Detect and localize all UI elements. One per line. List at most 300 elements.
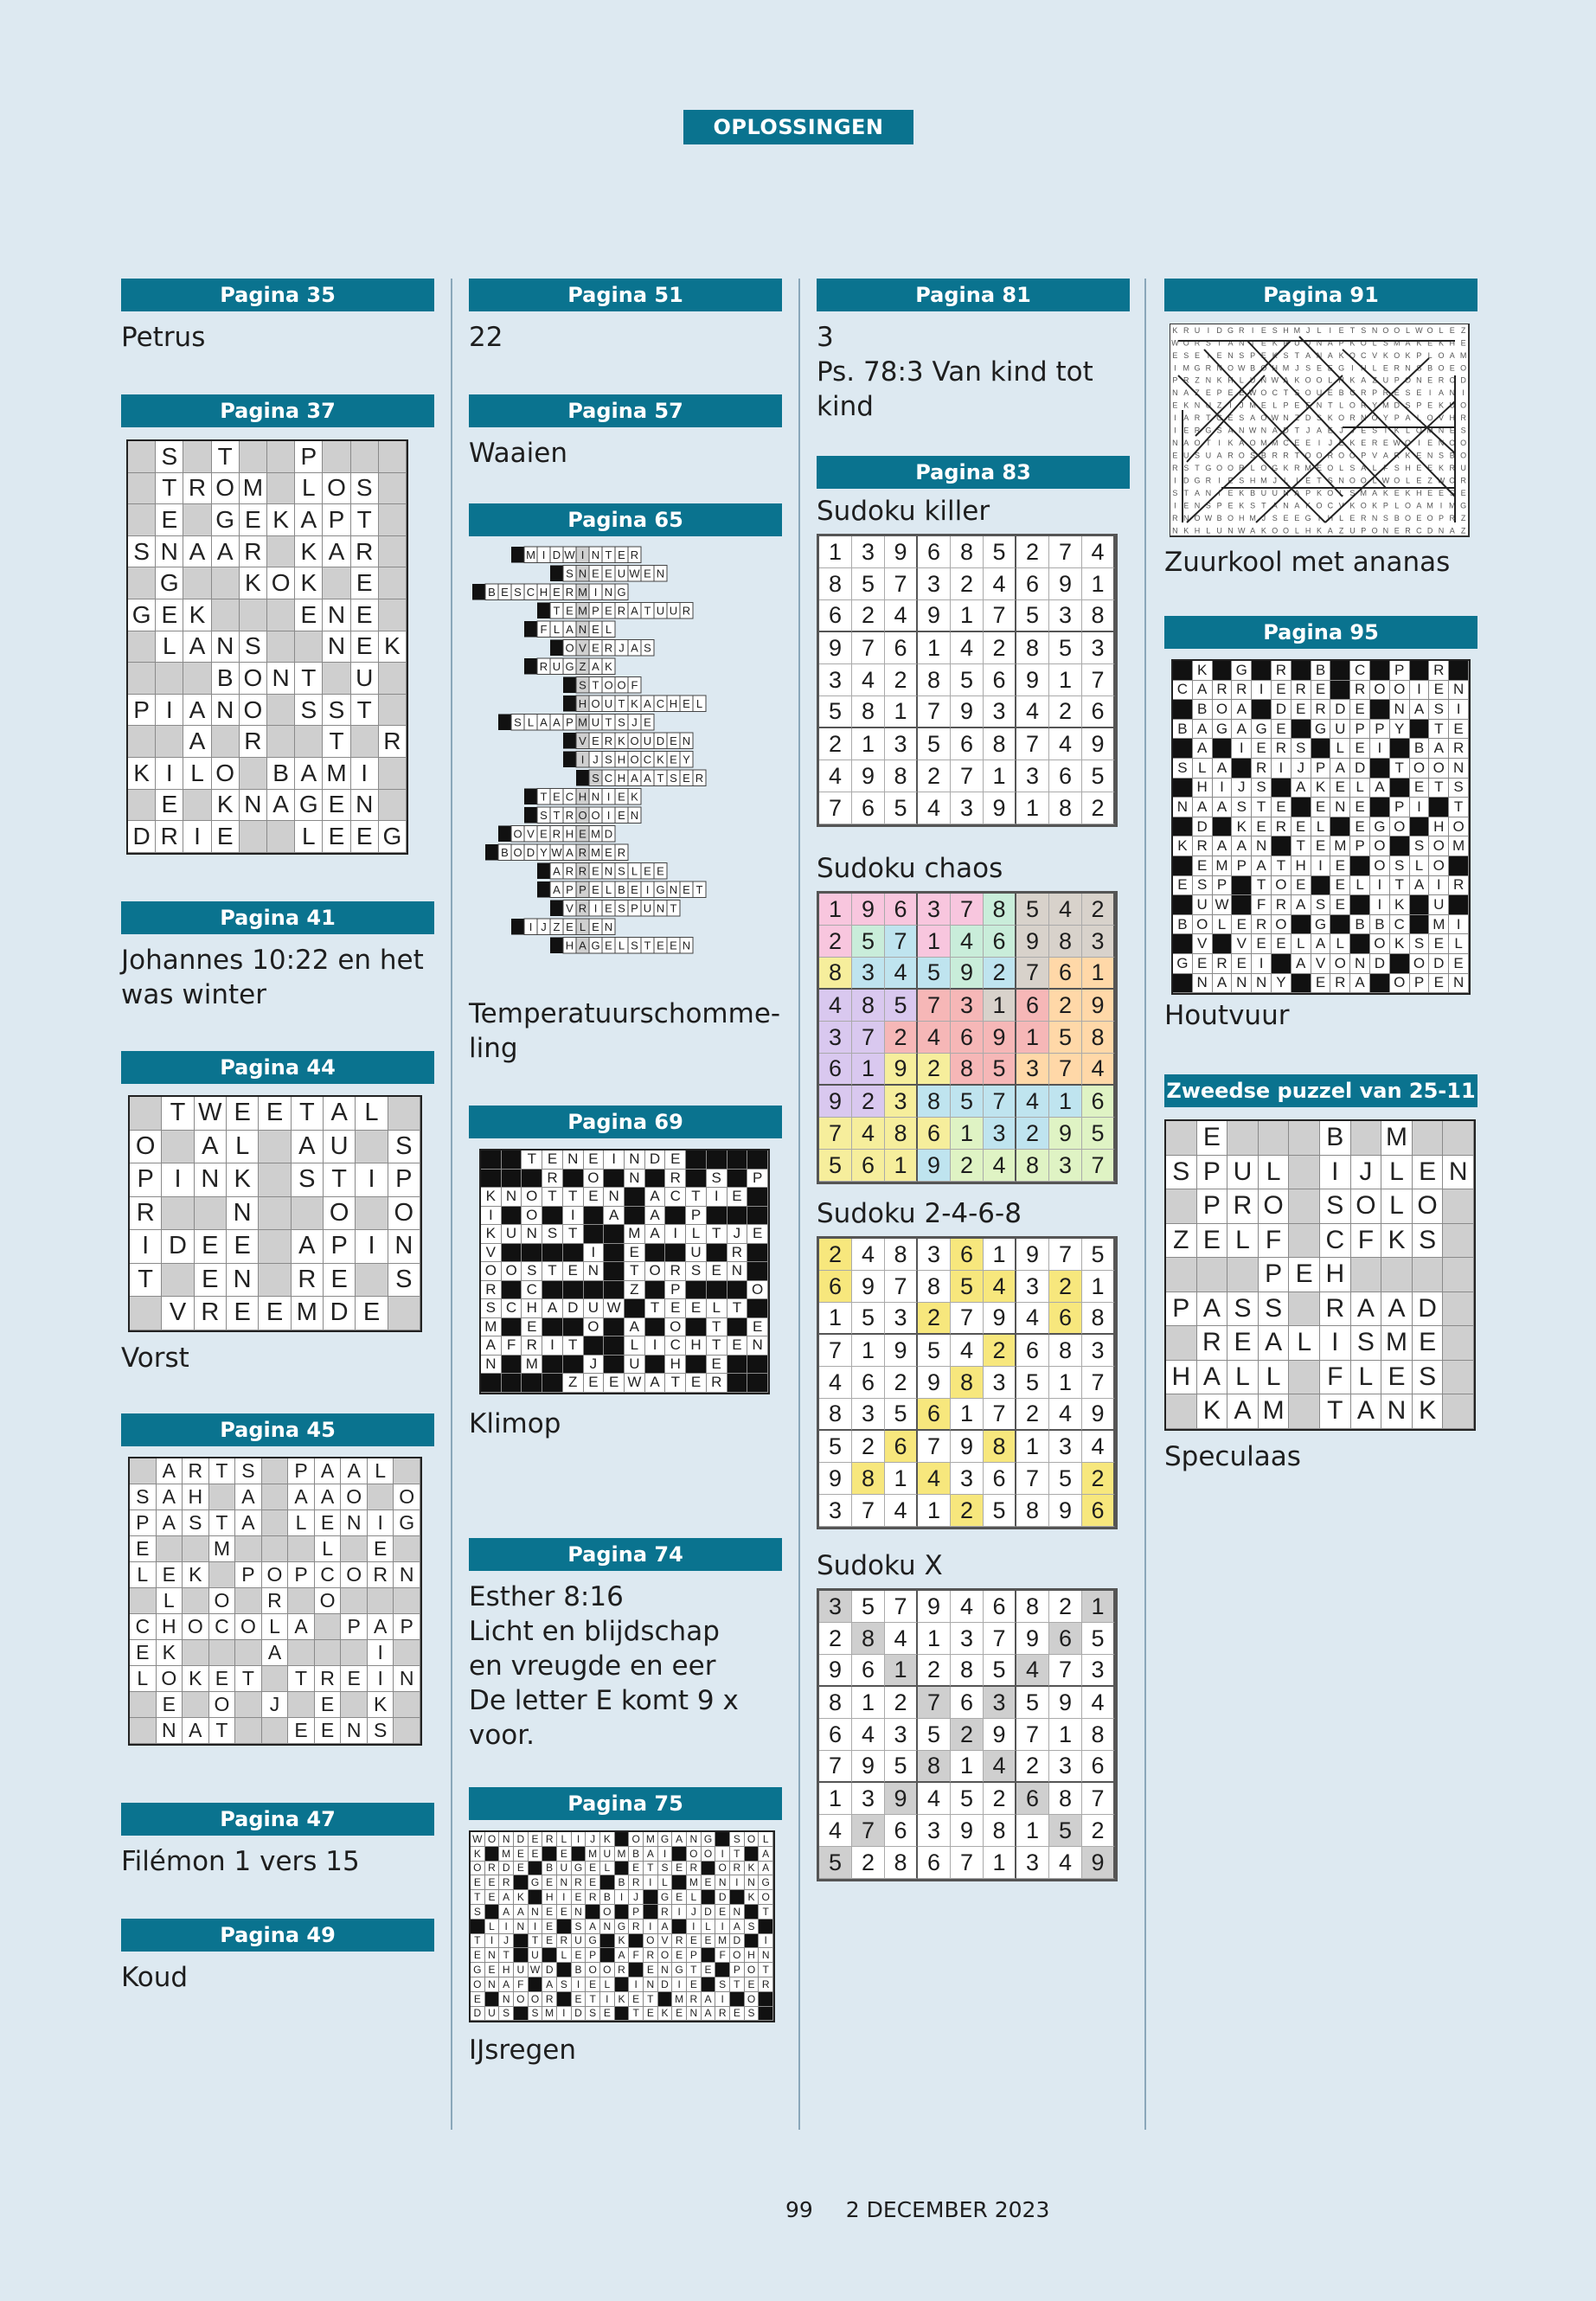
- grid-cell: N: [157, 1718, 183, 1744]
- sudoku-cell: 3: [852, 536, 885, 568]
- grid-cell: N: [747, 1336, 768, 1356]
- section-header: Pagina 49: [121, 1919, 434, 1952]
- grid-cell: O: [471, 1862, 485, 1876]
- svg-text:E: E: [1338, 325, 1344, 335]
- svg-text:E: E: [1338, 439, 1344, 448]
- ladder-letter: E: [592, 864, 599, 878]
- grid-cell: A: [1350, 974, 1370, 994]
- grid-cell: [259, 1230, 291, 1264]
- sudoku-cell: 6: [885, 632, 918, 664]
- ladder-letter: L: [527, 715, 535, 729]
- grid-cell: A: [1259, 1326, 1290, 1361]
- grid-cell: [604, 1281, 625, 1300]
- grid-cell: K: [615, 1992, 630, 2007]
- svg-text:M: M: [1260, 439, 1267, 448]
- grid-cell: [730, 1992, 745, 2007]
- grid-cell: M: [672, 1992, 687, 2007]
- sudoku-cell: 2: [852, 600, 885, 632]
- grid-cell: R: [672, 1934, 687, 1949]
- svg-text:Z: Z: [1460, 325, 1466, 335]
- sudoku-cell: 1: [951, 1751, 984, 1783]
- sudoku-cell: 7: [984, 1086, 1016, 1118]
- sudoku-cell: 2: [852, 1431, 885, 1463]
- grid-cell: K: [600, 1832, 615, 1847]
- sudoku-cell: 8: [984, 894, 1016, 926]
- grid-cell: [351, 441, 379, 473]
- grid-cell: O: [1193, 915, 1213, 935]
- sudoku-cell: 5: [1082, 1623, 1115, 1655]
- grid-cell: [240, 821, 267, 853]
- grid-cell: [351, 726, 379, 758]
- grid-cell: N: [625, 1170, 645, 1189]
- sudoku-cell: 7: [1082, 1150, 1115, 1182]
- grid-cell: U: [324, 1131, 356, 1164]
- ladder-letter: N: [630, 809, 639, 822]
- answer-text: Waaien: [469, 438, 567, 469]
- svg-text:O: O: [1394, 350, 1401, 360]
- sudoku-cell: 4: [852, 664, 885, 696]
- svg-text:P: P: [1216, 501, 1222, 510]
- ladder-letter: T: [695, 883, 703, 896]
- grid-cell: E: [227, 1097, 259, 1131]
- grid-cell: I: [162, 1163, 194, 1197]
- grid-cell: O: [1272, 915, 1292, 935]
- grid-cell: [1166, 1258, 1197, 1292]
- sudoku-cell: 9: [984, 1022, 1016, 1054]
- grid-cell: S: [130, 1484, 157, 1510]
- grid-cell: K: [1193, 661, 1213, 681]
- grid-cell: [584, 1336, 605, 1356]
- grid-cell: T: [209, 1510, 236, 1536]
- grid-cell: [1252, 661, 1272, 681]
- svg-text:N: N: [1382, 526, 1389, 535]
- grid-cell: E: [707, 1262, 727, 1281]
- ladder-marker: [563, 695, 576, 712]
- grid-cell: E: [1173, 876, 1193, 896]
- grid-cell: R: [379, 726, 407, 758]
- sudoku-cell: 6: [984, 1591, 1016, 1623]
- grid-cell: L: [1350, 876, 1370, 896]
- svg-text:S: S: [1216, 426, 1222, 435]
- svg-text:K: K: [1438, 401, 1444, 410]
- grid-cell: E: [672, 1862, 687, 1876]
- grid-cell: T: [1429, 720, 1449, 740]
- sudoku-cell: 4: [918, 1463, 951, 1495]
- grid-cell: N: [212, 631, 240, 663]
- svg-text:R: R: [1327, 451, 1334, 460]
- sudoku-cell: 1: [852, 1335, 885, 1367]
- grid-cell: T: [323, 726, 350, 758]
- grid-cell: O: [341, 1562, 368, 1588]
- grid-cell: R: [715, 2007, 730, 2022]
- sudoku-cell: 3: [918, 1815, 951, 1847]
- grid-cell: U: [1193, 895, 1213, 915]
- svg-text:R: R: [1382, 388, 1389, 398]
- sudoku-cell: 6: [852, 1150, 885, 1182]
- grid-cell: [267, 726, 295, 758]
- sudoku-cell: 3: [819, 664, 852, 696]
- crossword-grid: [1171, 659, 1471, 995]
- grid-cell: S: [1193, 876, 1213, 896]
- grid-cell: E: [315, 1692, 342, 1718]
- grid-cell: S: [1410, 934, 1430, 954]
- svg-text:I: I: [1174, 476, 1176, 485]
- grid-cell: P: [747, 1170, 768, 1189]
- grid-cell: [259, 1163, 291, 1197]
- svg-text:U: U: [1460, 464, 1466, 473]
- ladder-marker: [550, 938, 563, 954]
- grid-cell: A: [341, 1458, 368, 1484]
- grid-cell: S: [323, 695, 350, 727]
- ladder-letter: U: [643, 734, 652, 747]
- svg-text:A: A: [1250, 413, 1256, 423]
- grid-cell: D: [499, 1862, 514, 1876]
- grid-cell: V: [658, 1934, 673, 1949]
- section-header: Pagina 45: [121, 1413, 434, 1446]
- ladder-marker: [511, 919, 524, 935]
- grid-cell: L: [1292, 934, 1311, 954]
- grid-cell: [394, 1588, 420, 1614]
- grid-cell: E: [1330, 779, 1350, 798]
- svg-text:W: W: [1381, 476, 1390, 485]
- grid-cell: A: [1410, 700, 1430, 720]
- svg-text:E: E: [1227, 501, 1234, 510]
- grid-cell: L: [557, 1832, 572, 1847]
- grid-cell: [625, 1188, 645, 1207]
- ladder-marker: [524, 658, 537, 675]
- grid-cell: P: [1350, 720, 1370, 740]
- grid-cell: B: [1410, 739, 1430, 759]
- grid-cell: N: [730, 1905, 745, 1920]
- sudoku-cell: 2: [885, 1367, 918, 1399]
- grid-cell: N: [394, 1666, 420, 1692]
- section-header: Pagina 95: [1164, 616, 1477, 649]
- grid-cell: [604, 1262, 625, 1281]
- grid-cell: N: [341, 1718, 368, 1744]
- grid-cell: L: [368, 1458, 394, 1484]
- grid-cell: A: [288, 1614, 315, 1640]
- grid-cell: [157, 1536, 183, 1562]
- svg-text:R: R: [1294, 464, 1300, 473]
- svg-text:U: U: [1316, 388, 1323, 398]
- svg-text:O: O: [1438, 350, 1445, 360]
- svg-text:O: O: [1382, 325, 1389, 335]
- grid-cell: H: [522, 1299, 542, 1318]
- sudoku-cell: 5: [984, 1054, 1016, 1086]
- ladder-letter: L: [631, 864, 638, 878]
- svg-text:A: A: [1449, 350, 1455, 360]
- grid-cell: O: [183, 1614, 209, 1640]
- grid-cell: R: [727, 1244, 748, 1263]
- ladder-letter: R: [604, 641, 613, 655]
- grid-cell: E: [665, 1299, 686, 1318]
- grid-cell: A: [288, 1484, 315, 1510]
- sudoku-cell: 2: [1049, 696, 1082, 728]
- page-title: OPLOSSINGEN: [683, 110, 913, 144]
- grid-cell: Z: [563, 1374, 584, 1393]
- ladder-letter: P: [566, 883, 574, 896]
- svg-text:H: H: [1449, 338, 1456, 348]
- svg-text:D: D: [1283, 426, 1289, 435]
- grid-cell: S: [529, 2007, 543, 2022]
- grid-cell: A: [157, 1510, 183, 1536]
- sudoku-cell: 2: [984, 632, 1016, 664]
- svg-text:O: O: [1183, 338, 1189, 348]
- sudoku-cell: 6: [819, 1719, 852, 1751]
- svg-text:E: E: [1449, 325, 1455, 335]
- grid-cell: D: [645, 1150, 666, 1170]
- grid-cell: T: [629, 2007, 644, 2022]
- svg-text:U: U: [1349, 526, 1356, 535]
- ladder-letter: U: [552, 660, 561, 673]
- ladder-letter: B: [618, 883, 625, 896]
- ladder-letter: P: [631, 901, 638, 915]
- grid-cell: O: [586, 1963, 600, 1977]
- grid-cell: [240, 758, 267, 790]
- svg-text:G: G: [1205, 426, 1212, 435]
- grid-cell: R: [1272, 895, 1292, 915]
- sudoku-cell: 3: [1049, 1751, 1082, 1783]
- grid-cell: S: [388, 1131, 420, 1164]
- grid-cell: P: [388, 1163, 420, 1197]
- svg-text:O: O: [1394, 476, 1401, 485]
- grid-cell: C: [1320, 1224, 1351, 1259]
- svg-text:S: S: [1239, 413, 1245, 423]
- grid-cell: I: [1370, 739, 1390, 759]
- svg-text:R: R: [1172, 513, 1178, 522]
- grid-cell: [1292, 915, 1311, 935]
- grid-cell: A: [368, 1614, 394, 1640]
- grid-cell: [183, 1588, 209, 1614]
- grid-cell: O: [1390, 817, 1410, 837]
- svg-text:O: O: [1327, 488, 1334, 497]
- ladder-letter: A: [592, 660, 599, 673]
- sudoku-cell: 6: [1049, 760, 1082, 792]
- sudoku-cell: 7: [984, 1399, 1016, 1431]
- grid-cell: T: [471, 1934, 485, 1949]
- grid-cell: D: [162, 1230, 194, 1264]
- sudoku-cell: 9: [1082, 728, 1115, 760]
- svg-text:U: U: [1272, 488, 1278, 497]
- sudoku-cell: 9: [1049, 1118, 1082, 1150]
- grid-cell: C: [1350, 661, 1370, 681]
- grid-cell: [1227, 1258, 1259, 1292]
- grid-cell: P: [1390, 661, 1410, 681]
- grid-cell: R: [542, 1832, 557, 1847]
- sudoku-cell: 1: [918, 1495, 951, 1527]
- svg-text:K: K: [1372, 501, 1378, 510]
- ladder-letter: R: [552, 827, 561, 841]
- word-ladder-puzzle: [469, 540, 782, 998]
- grid-cell: R: [1292, 681, 1311, 701]
- grid-cell: P: [288, 1458, 315, 1484]
- grid-cell: T: [529, 1934, 543, 1949]
- grid-cell: O: [1351, 1189, 1382, 1224]
- grid-cell: [288, 1640, 315, 1666]
- svg-text:K: K: [1394, 426, 1400, 435]
- sudoku-cell: 7: [852, 1495, 885, 1527]
- svg-text:U: U: [1216, 526, 1222, 535]
- grid-cell: O: [745, 1963, 760, 1977]
- grid-cell: B: [629, 1847, 644, 1862]
- svg-text:R: R: [1349, 413, 1356, 423]
- svg-text:R: R: [1205, 363, 1212, 373]
- grid-cell: T: [1390, 759, 1410, 779]
- grid-cell: [379, 758, 407, 790]
- grid-cell: A: [1232, 836, 1252, 856]
- ladder-letter: R: [539, 660, 548, 673]
- grid-cell: [1166, 1326, 1197, 1361]
- grid-cell: O: [1413, 1189, 1444, 1224]
- sudoku-cell: 9: [819, 1086, 852, 1118]
- sudoku-cell: 7: [852, 1815, 885, 1847]
- grid-cell: N: [715, 1875, 730, 1890]
- grid-cell: P: [1370, 720, 1390, 740]
- svg-text:I: I: [1351, 363, 1354, 373]
- svg-text:I: I: [1218, 439, 1221, 448]
- grid-cell: K: [183, 1666, 209, 1692]
- grid-cell: R: [1449, 739, 1469, 759]
- grid-cell: E: [584, 1188, 605, 1207]
- grid-cell: E: [586, 1875, 600, 1890]
- grid-cell: [1370, 974, 1390, 994]
- grid-cell: H: [1429, 817, 1449, 837]
- grid-cell: R: [629, 1875, 644, 1890]
- sudoku-cell: 8: [984, 728, 1016, 760]
- svg-text:A: A: [1283, 375, 1289, 385]
- svg-text:E: E: [1239, 388, 1245, 398]
- grid-cell: [235, 1640, 262, 1666]
- ladder-letter: O: [591, 809, 600, 822]
- grid-cell: [600, 1875, 615, 1890]
- ladder-letter: S: [618, 901, 625, 915]
- grid-cell: F: [1351, 1224, 1382, 1259]
- ladder-marker: [576, 770, 589, 786]
- grid-cell: E: [747, 1225, 768, 1244]
- grid-cell: M: [522, 1356, 542, 1375]
- svg-text:A: A: [1294, 501, 1300, 510]
- svg-text:N: N: [1405, 363, 1411, 373]
- sudoku-cell: 6: [885, 1431, 918, 1463]
- grid-cell: G: [672, 1963, 687, 1977]
- sudoku-cell: 8: [918, 1271, 951, 1303]
- grid-cell: I: [368, 1510, 394, 1536]
- grid-cell: [604, 1336, 625, 1356]
- grid-cell: S: [1410, 836, 1430, 856]
- grid-cell: [702, 1977, 716, 1992]
- grid-cell: [522, 1374, 542, 1393]
- grid-cell: R: [1350, 681, 1370, 701]
- grid-cell: A: [672, 1832, 687, 1847]
- svg-text:N: N: [1361, 413, 1367, 423]
- ladder-marker: [563, 733, 576, 749]
- sudoku-cell: 1: [1082, 958, 1115, 990]
- grid-cell: A: [481, 1336, 502, 1356]
- grid-cell: H: [665, 1356, 686, 1375]
- grid-cell: G: [394, 1510, 420, 1536]
- grid-cell: K: [157, 1640, 183, 1666]
- grid-cell: A: [157, 1484, 183, 1510]
- svg-text:R: R: [1272, 451, 1278, 460]
- ladder-letter: H: [617, 753, 626, 766]
- ladder-marker: [537, 603, 550, 619]
- grid-cell: E: [1311, 974, 1331, 994]
- grid-cell: A: [625, 1318, 645, 1337]
- sudoku-cell: 7: [984, 1623, 1016, 1655]
- svg-text:A: A: [1227, 338, 1234, 348]
- grid-cell: I: [707, 1188, 727, 1207]
- grid-cell: N: [1449, 974, 1469, 994]
- grid-cell: [1370, 700, 1390, 720]
- grid-cell: I: [658, 1847, 673, 1862]
- section-header: Pagina 47: [121, 1803, 434, 1836]
- sudoku-cell: 1: [984, 1847, 1016, 1879]
- answer-line: De letter E komt 9 x: [469, 1685, 739, 1716]
- grid-cell: P: [1197, 1189, 1228, 1224]
- grid-cell: A: [195, 1131, 227, 1164]
- grid-cell: T: [209, 1718, 236, 1744]
- svg-text:K: K: [1239, 488, 1245, 497]
- grid-cell: S: [156, 441, 183, 473]
- sudoku-cell: 7: [1049, 1655, 1082, 1687]
- sudoku-cell: 5: [984, 1495, 1016, 1527]
- ladder-letter: F: [540, 623, 548, 636]
- grid-cell: L: [295, 473, 323, 505]
- sudoku-cell: 5: [819, 1847, 852, 1879]
- grid-cell: R: [485, 1862, 500, 1876]
- grid-cell: [259, 1131, 291, 1164]
- ladder-letter: E: [592, 641, 599, 655]
- grid-cell: J: [584, 1356, 605, 1375]
- grid-cell: E: [1429, 934, 1449, 954]
- sudoku-cell: 3: [951, 1623, 984, 1655]
- svg-text:Y: Y: [1382, 413, 1388, 423]
- grid-cell: R: [1429, 661, 1449, 681]
- grid-cell: D: [658, 1977, 673, 1992]
- svg-text:A: A: [1449, 526, 1455, 535]
- svg-text:Z: Z: [1460, 513, 1466, 522]
- grid-cell: [557, 1920, 572, 1934]
- grid-cell: [557, 1963, 572, 1977]
- ladder-letter: R: [617, 604, 626, 618]
- grid-cell: [745, 1934, 760, 1949]
- grid-cell: G: [156, 567, 183, 599]
- svg-text:J: J: [1328, 439, 1333, 448]
- svg-text:N: N: [1194, 401, 1201, 410]
- sudoku-cell: 6: [1016, 990, 1049, 1022]
- grid-cell: R: [1197, 1326, 1228, 1361]
- sudoku-cell: 5: [951, 1086, 984, 1118]
- grid-cell: A: [615, 1948, 630, 1963]
- ladder-letter: I: [529, 920, 533, 933]
- svg-text:N: N: [1283, 413, 1289, 423]
- sudoku-cell: 8: [1082, 600, 1115, 632]
- grid-cell: Z: [625, 1281, 645, 1300]
- grid-cell: D: [715, 1890, 730, 1905]
- sudoku-cell: 4: [984, 568, 1016, 600]
- ladder-letter: H: [565, 827, 574, 841]
- grid-cell: G: [1370, 817, 1390, 837]
- ladder-letter: S: [605, 753, 612, 766]
- grid-cell: E: [1381, 1361, 1413, 1395]
- ladder-letter: U: [591, 715, 600, 729]
- grid-cell: M: [542, 2007, 557, 2022]
- grid-cell: E: [471, 1948, 485, 1963]
- grid-cell: E: [707, 1356, 727, 1375]
- grid-cell: M: [615, 1847, 630, 1862]
- grid-cell: O: [759, 1890, 773, 1905]
- svg-text:A: A: [1327, 338, 1333, 348]
